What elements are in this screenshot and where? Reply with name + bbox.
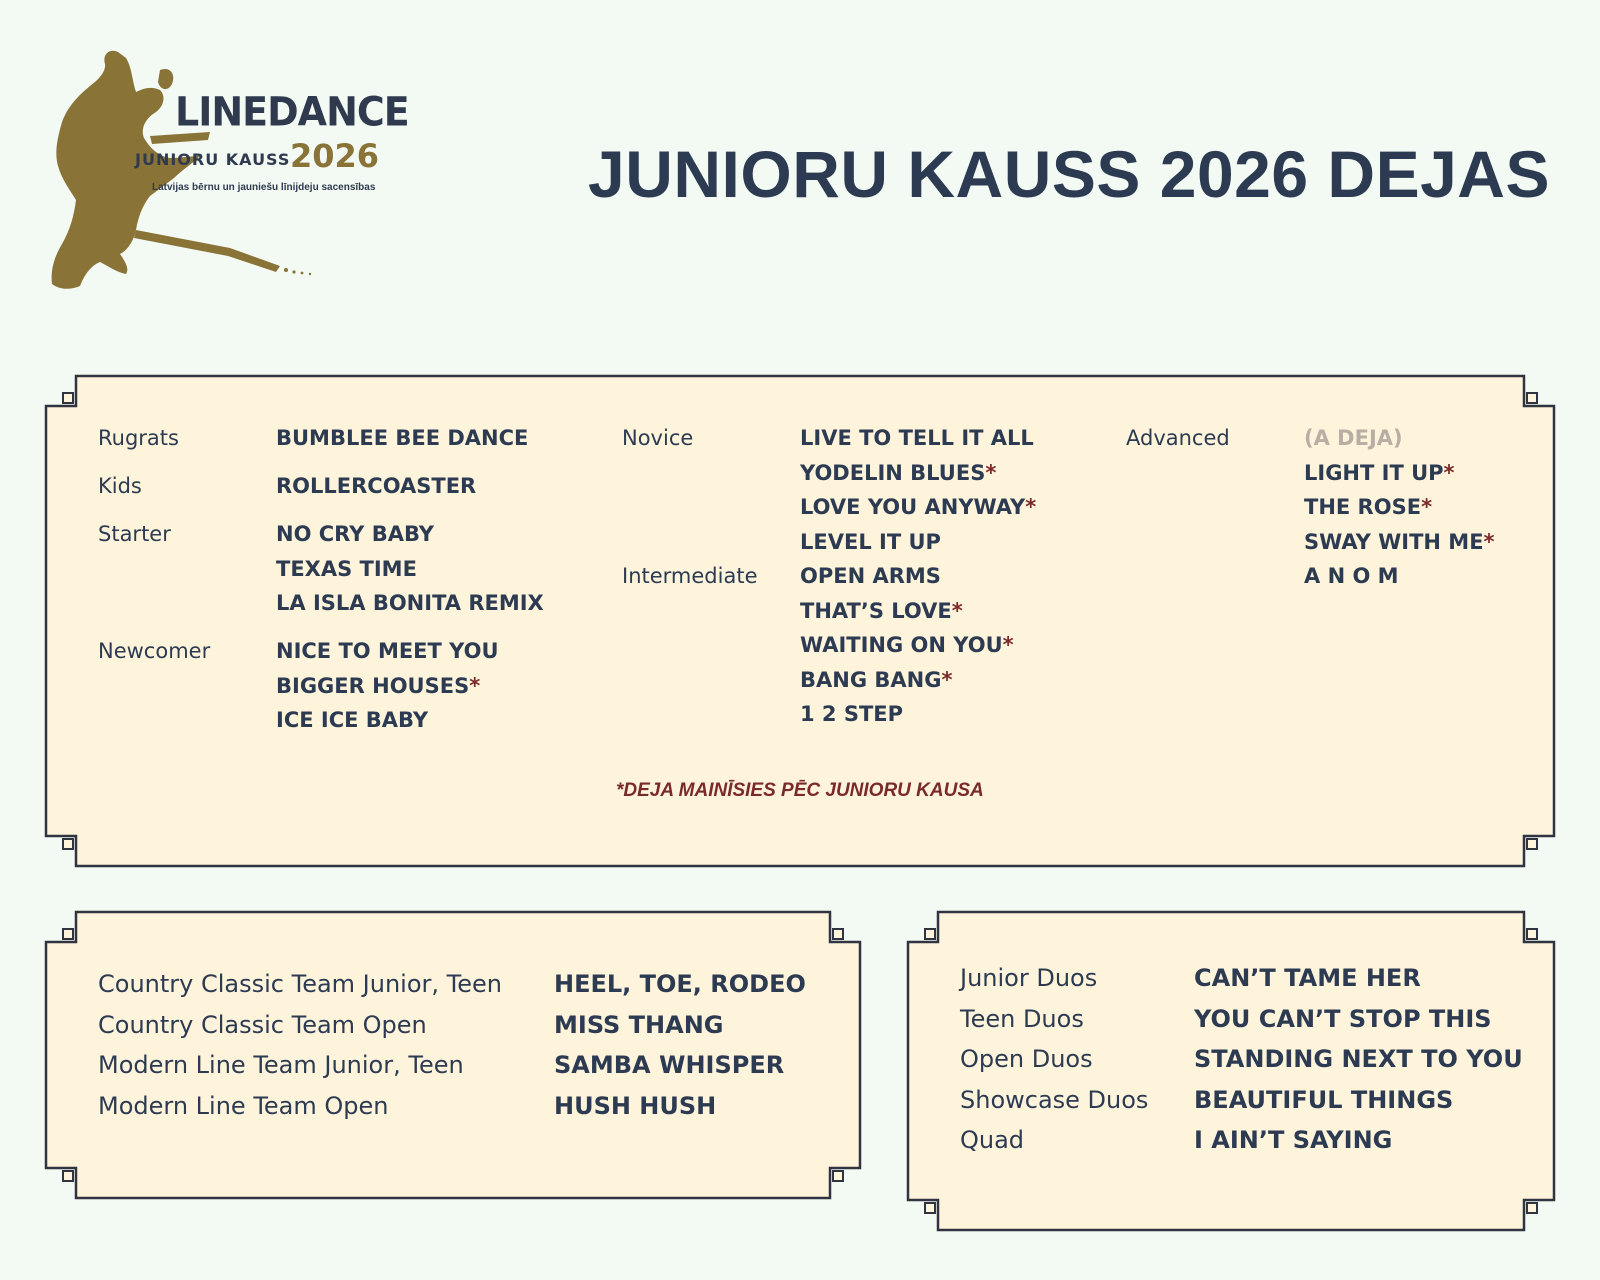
dance-title: NO CRY BABY xyxy=(276,522,435,546)
corner-ornament-icon xyxy=(833,1171,843,1181)
corner-ornament-icon xyxy=(925,929,935,939)
dance-name xyxy=(1304,530,1495,554)
dance-name xyxy=(800,564,941,588)
team-category: Country Classic Team Open xyxy=(98,1010,427,1039)
dance-name xyxy=(800,599,963,623)
change-asterisk: * xyxy=(1443,460,1455,485)
logo-tagline: Latvijas bērnu un jauniešu līnijdeju sacensības xyxy=(152,182,376,193)
dance-name xyxy=(1304,426,1403,450)
dance-title: SWAY WITH ME xyxy=(1304,529,1484,554)
corner-ornament-icon xyxy=(63,929,73,939)
main-dance-panel xyxy=(46,376,1554,866)
level-label: Advanced xyxy=(1126,426,1230,450)
level-label: Kids xyxy=(98,474,142,498)
duo-dance: CAN’T TAME HER xyxy=(1194,964,1421,992)
dance-name xyxy=(276,557,417,581)
dance-name xyxy=(276,639,499,663)
change-asterisk: * xyxy=(941,667,953,692)
dance-title: LEVEL IT UP xyxy=(800,529,941,554)
duo-category: Quad xyxy=(960,1126,1025,1154)
change-asterisk: * xyxy=(1421,495,1433,519)
level-label: Novice xyxy=(622,426,694,450)
team-category: Country Classic Team Junior, Teen xyxy=(98,970,502,998)
team-dance: SAMBA WHISPER xyxy=(554,1051,785,1079)
duo-category: Open Duos xyxy=(960,1045,1093,1073)
dancer-silhouette-icon xyxy=(40,40,340,310)
duo-dance: YOU CAN’T STOP THIS xyxy=(1194,1004,1492,1033)
dance-title: A N O M xyxy=(1304,564,1399,588)
corner-ornament-icon xyxy=(833,929,843,939)
duos-panel xyxy=(908,912,1554,1230)
change-asterisk: * xyxy=(1483,529,1495,554)
footnote: *DEJA MAINĪSIES PĒC JUNIORU KAUSA xyxy=(616,780,984,801)
dance-name xyxy=(1304,461,1455,485)
dance-title: 1 2 STEP xyxy=(800,702,904,726)
corner-ornament-icon xyxy=(1527,1203,1537,1213)
dance-name xyxy=(800,495,1036,519)
team-dance: MISS THANG xyxy=(554,1010,724,1039)
dance-name xyxy=(800,633,1014,657)
logo-subtitle: JUNIORU KAUSS xyxy=(135,150,291,169)
team-dance: HEEL, TOE, RODEO xyxy=(554,970,806,998)
corner-ornament-icon xyxy=(63,1171,73,1181)
dance-name xyxy=(800,530,941,554)
dance-title: TEXAS TIME xyxy=(276,556,417,581)
dance-title: ROLLERCOASTER xyxy=(276,474,477,498)
change-asterisk: * xyxy=(1002,633,1014,657)
dance-name xyxy=(800,426,1034,450)
level-label: Intermediate xyxy=(622,564,758,588)
dance-name xyxy=(800,668,952,692)
teams-panel xyxy=(46,912,860,1198)
change-asterisk: * xyxy=(469,673,481,698)
logo-title: LINEDANCE xyxy=(175,88,409,136)
dance-title: ICE ICE BABY xyxy=(276,708,429,732)
team-category: Modern Line Team Junior, Teen xyxy=(98,1051,464,1079)
level-label: Rugrats xyxy=(98,426,179,450)
level-label: Newcomer xyxy=(98,639,211,663)
dance-title: YODELIN BLUES xyxy=(800,460,986,485)
dance-name xyxy=(276,522,434,546)
dance-title: LOVE YOU ANYWAY xyxy=(800,495,1026,519)
dance-title: WAITING ON YOU xyxy=(800,633,1003,657)
dance-title: NICE TO MEET YOU xyxy=(276,639,499,663)
dance-name xyxy=(276,474,476,498)
dance-name xyxy=(1304,564,1399,588)
page-title: JUNIORU KAUSS 2026 DEJAS xyxy=(588,137,1550,211)
team-dance: HUSH HUSH xyxy=(554,1091,717,1120)
duo-dance: I AIN’T SAYING xyxy=(1194,1126,1393,1154)
corner-ornament-icon xyxy=(63,839,73,849)
dance-title: LIGHT IT UP xyxy=(1304,460,1444,485)
dance-title: LA ISLA BONITA REMIX xyxy=(276,591,544,615)
corner-ornament-icon xyxy=(1527,839,1537,849)
dance-title: THE ROSE xyxy=(1304,495,1422,519)
duo-category: Showcase Duos xyxy=(960,1085,1149,1114)
dance-title: (A DEJA) xyxy=(1304,426,1403,450)
dance-title: BANG BANG xyxy=(800,667,942,692)
duo-dance: BEAUTIFUL THINGS xyxy=(1194,1085,1454,1114)
level-label: Starter xyxy=(98,522,171,546)
change-asterisk: * xyxy=(951,598,963,623)
change-asterisk: * xyxy=(1025,495,1037,519)
duo-category: Teen Duos xyxy=(960,1004,1084,1033)
logo-year: 2026 xyxy=(290,137,380,175)
dance-name xyxy=(800,702,903,726)
duo-category: Junior Duos xyxy=(960,964,1098,992)
dance-title: LIVE TO TELL IT ALL xyxy=(800,426,1034,450)
dance-title: BIGGER HOUSES xyxy=(276,673,470,698)
team-category: Modern Line Team Open xyxy=(98,1091,389,1120)
dance-title: THAT’S LOVE xyxy=(800,598,952,623)
dance-name xyxy=(276,674,480,698)
corner-ornament-icon xyxy=(925,1203,935,1213)
dance-title: OPEN ARMS xyxy=(800,564,941,588)
corner-ornament-icon xyxy=(1527,393,1537,403)
dance-name xyxy=(276,708,428,732)
duo-dance: STANDING NEXT TO YOU xyxy=(1194,1045,1523,1073)
corner-ornament-icon xyxy=(1527,929,1537,939)
dance-name xyxy=(276,426,528,450)
dance-name xyxy=(276,591,544,615)
change-asterisk: * xyxy=(985,460,997,485)
dance-name xyxy=(800,461,996,485)
dance-name xyxy=(1304,495,1432,519)
dance-title: BUMBLEE BEE DANCE xyxy=(276,426,529,450)
linedance-logo xyxy=(40,40,409,310)
corner-ornament-icon xyxy=(63,393,73,403)
